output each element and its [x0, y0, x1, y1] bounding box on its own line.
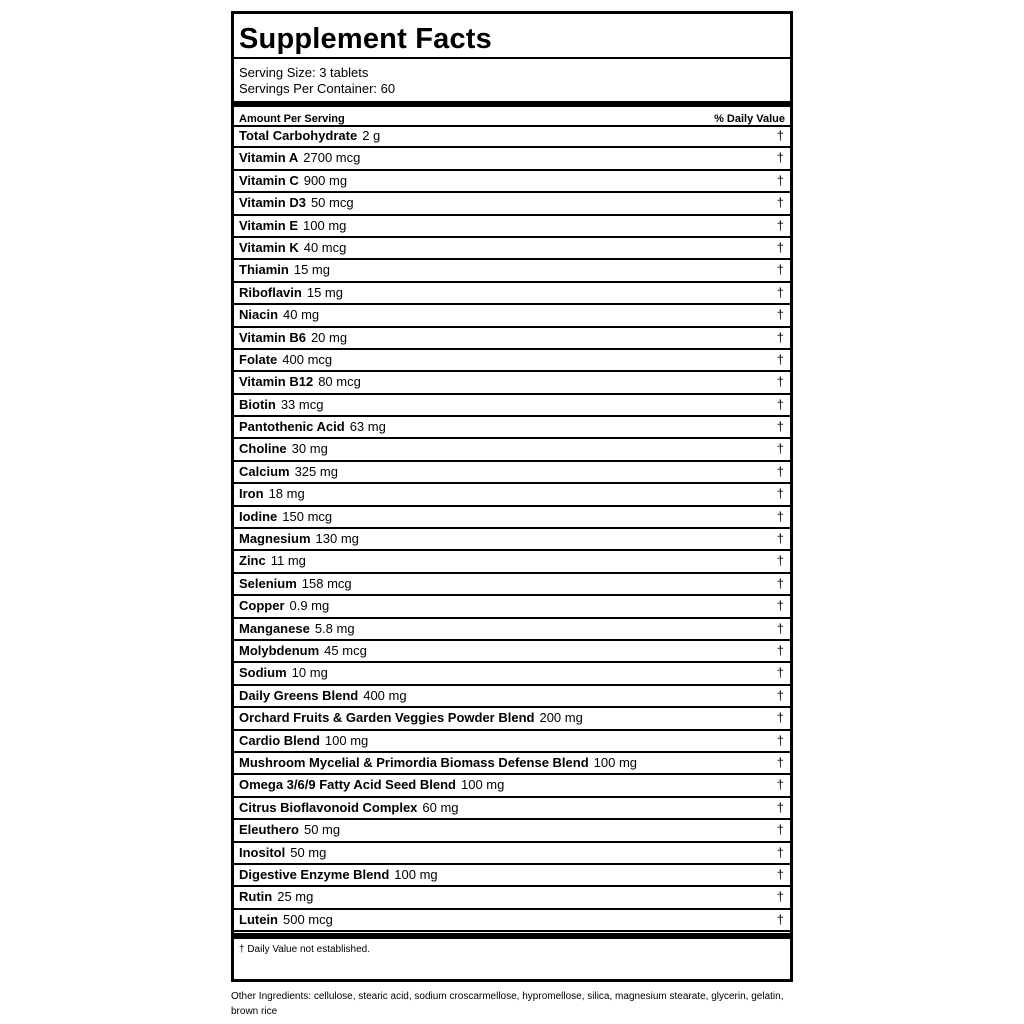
dagger-mark: †: [776, 665, 784, 681]
nutrient-name: Manganese: [239, 620, 310, 636]
serving-size: Serving Size: 3 tablets: [239, 65, 369, 80]
nutrient-amount: 100 mg: [394, 866, 438, 882]
nutrient-row: [234, 283, 790, 305]
nutrient-cell: [239, 484, 305, 504]
nutrient-row: [234, 843, 790, 865]
nutrient-name: Digestive Enzyme Blend: [239, 866, 390, 882]
dagger-mark: †: [776, 128, 784, 143]
nutrient-name: Niacin: [239, 307, 279, 323]
nutrient-amount: 400 mcg: [282, 351, 333, 367]
nutrient-row: [234, 596, 790, 618]
nutrient-name: Daily Greens Blend: [239, 687, 359, 703]
footnote: † Daily Value not established.: [239, 944, 371, 955]
nutrient-amount: 30 mg: [291, 441, 328, 457]
nutrient-name: Riboflavin: [239, 284, 302, 300]
dagger-mark: †: [776, 351, 784, 367]
dagger-mark: †: [776, 284, 784, 300]
dagger-mark: †: [776, 239, 784, 255]
dagger-mark: †: [776, 844, 784, 860]
dagger-mark: †: [776, 195, 784, 211]
nutrient-name: Selenium: [239, 575, 297, 591]
nutrient-amount: 15 mg: [293, 262, 330, 278]
nutrient-cell: [239, 507, 332, 527]
nutrient-cell: [239, 708, 583, 728]
nutrient-row: [234, 395, 790, 417]
nutrient-amount: 11 mg: [270, 553, 306, 569]
nutrient-cell: [239, 753, 637, 773]
nutrient-row: [234, 574, 790, 596]
nutrient-name: Magnesium: [239, 531, 311, 547]
dagger-mark: †: [776, 531, 784, 547]
dagger-mark: †: [776, 687, 784, 703]
dagger-mark: †: [776, 374, 784, 390]
nutrient-row: [234, 663, 790, 685]
nutrient-amount: 50 mg: [303, 822, 341, 838]
nutrient-name: Vitamin K: [239, 239, 299, 255]
nutrient-row: [234, 439, 790, 461]
nutrient-cell: [239, 238, 346, 258]
dagger-mark: †: [776, 642, 784, 658]
nutrient-cell: [239, 865, 438, 885]
nutrient-amount: 150 mcg: [282, 508, 333, 524]
nutrient-cell: [239, 328, 347, 348]
nutrient-amount: 63 mg: [349, 419, 386, 435]
nutrient-cell: [239, 731, 368, 751]
nutrient-cell: [239, 350, 332, 370]
nutrient-amount: 25 mg: [277, 889, 314, 905]
nutrient-name: Total Carbohydrate: [239, 128, 358, 143]
nutrient-row: [234, 551, 790, 573]
nutrient-cell: [239, 283, 343, 303]
nutrient-name: Vitamin B6: [239, 329, 306, 345]
nutrient-row: [234, 507, 790, 529]
nutrient-amount: 100 mg: [460, 777, 505, 793]
nutrient-cell: [239, 843, 326, 863]
dagger-mark: †: [776, 217, 784, 233]
nutrient-cell: [239, 193, 354, 213]
dagger-mark: †: [776, 889, 784, 905]
daily-value-header: % Daily Value: [714, 113, 785, 125]
nutrient-name: Vitamin D3: [239, 195, 306, 211]
nutrient-name: Orchard Fruits & Garden Veggies Powder Blend: [239, 710, 535, 726]
nutrient-name: Zinc: [239, 553, 266, 569]
nutrient-row: [234, 148, 790, 170]
nutrient-name: Molybdenum: [239, 642, 320, 658]
servings-per-container: Servings Per Container: 60: [239, 81, 396, 96]
supplement-facts-panel: [231, 11, 793, 982]
nutrient-name: Cardio Blend: [239, 732, 320, 748]
nutrient-name: Mushroom Mycelial & Primordia Biomass Defense Blend: [239, 754, 589, 770]
nutrient-row: [234, 238, 790, 260]
nutrient-amount: 2 g: [362, 128, 381, 143]
nutrient-name: Vitamin C: [239, 172, 299, 188]
nutrient-row: [234, 686, 790, 708]
dagger-mark: †: [776, 620, 784, 636]
dagger-mark: †: [776, 553, 784, 569]
nutrient-amount: 45 mcg: [324, 642, 367, 658]
nutrient-amount: 10 mg: [291, 665, 328, 681]
thick-divider: [234, 933, 790, 939]
nutrient-amount: 900 mg: [303, 172, 348, 188]
nutrient-name: Copper: [239, 598, 285, 614]
nutrient-amount: 40 mg: [283, 307, 320, 323]
nutrient-name: Iron: [239, 486, 264, 502]
dagger-mark: †: [776, 419, 784, 435]
nutrient-amount: 0.9 mg: [289, 598, 330, 614]
nutrient-cell: [239, 775, 504, 795]
nutrient-amount: 40 mcg: [303, 239, 347, 255]
nutrient-row: [234, 708, 790, 730]
nutrient-cell: [239, 910, 333, 930]
dagger-mark: †: [776, 463, 784, 479]
nutrient-cell: [239, 820, 340, 840]
dagger-mark: †: [776, 822, 784, 838]
nutrient-row: [234, 193, 790, 215]
nutrient-amount: 2700 mcg: [303, 150, 361, 166]
nutrient-cell: [239, 439, 328, 459]
nutrient-row: [234, 641, 790, 663]
nutrient-name: Lutein: [239, 911, 278, 927]
nutrient-row: [234, 417, 790, 439]
dagger-mark: †: [776, 307, 784, 323]
nutrient-cell: [239, 551, 306, 571]
dagger-mark: †: [776, 262, 784, 278]
nutrient-amount: 33 mcg: [280, 396, 324, 412]
other-ingredients: Other Ingredients: cellulose, stearic acid, sodium croscarmellose, hypromellose, silica, magnesium stearate, glycerin, gelatin, brown rice: [231, 991, 784, 1017]
nutrient-amount: 400 mg: [363, 687, 407, 703]
nutrient-amount: 100 mg: [303, 217, 347, 233]
dagger-mark: †: [776, 575, 784, 591]
nutrient-name: Choline: [239, 441, 287, 457]
nutrient-cell: [239, 574, 352, 594]
nutrient-cell: [239, 171, 347, 191]
nutrient-amount: 18 mg: [268, 486, 305, 502]
nutrient-name: Thiamin: [239, 262, 289, 278]
nutrient-amount: 158 mcg: [301, 575, 352, 591]
nutrient-cell: [239, 798, 459, 818]
nutrient-row: [234, 350, 790, 372]
nutrient-cell: [239, 529, 359, 549]
nutrient-row: [234, 328, 790, 350]
nutrient-cell: [239, 372, 361, 392]
divider: [234, 57, 790, 59]
nutrient-row: [234, 305, 790, 327]
nutrient-cell: [239, 216, 346, 236]
nutrient-cell: [239, 663, 328, 683]
dagger-mark: †: [776, 441, 784, 457]
nutrient-list: [234, 126, 790, 932]
dagger-mark: †: [776, 799, 784, 815]
nutrient-row: [234, 731, 790, 753]
nutrient-amount: 100 mg: [324, 732, 369, 748]
nutrient-name: Omega 3/6/9 Fatty Acid Seed Blend: [239, 777, 456, 793]
nutrient-cell: [239, 641, 367, 661]
nutrient-row: [234, 887, 790, 909]
nutrient-name: Eleuthero: [239, 822, 299, 838]
nutrient-name: Sodium: [239, 665, 287, 681]
nutrient-name: Iodine: [239, 508, 278, 524]
nutrient-row: [234, 529, 790, 551]
nutrient-amount: 50 mg: [290, 844, 327, 860]
nutrient-cell: [239, 887, 313, 907]
nutrient-cell: [239, 305, 319, 325]
nutrient-cell: [239, 596, 329, 616]
nutrient-name: Biotin: [239, 396, 276, 412]
nutrient-cell: [239, 395, 323, 415]
amount-per-serving-header: Amount Per Serving: [239, 113, 345, 125]
nutrient-row: [234, 372, 790, 394]
dagger-mark: †: [776, 329, 784, 345]
nutrient-row: [234, 619, 790, 641]
nutrient-name: Rutin: [239, 889, 273, 905]
nutrient-name: Vitamin E: [239, 217, 299, 233]
nutrient-row: [234, 798, 790, 820]
dagger-mark: †: [776, 486, 784, 502]
nutrient-row: [234, 865, 790, 887]
dagger-mark: †: [776, 777, 784, 793]
nutrient-row: [234, 484, 790, 506]
dagger-mark: †: [776, 598, 784, 614]
nutrient-cell: [239, 260, 330, 280]
nutrient-amount: 50 mcg: [310, 195, 354, 211]
nutrient-amount: 325 mg: [294, 463, 338, 479]
nutrient-amount: 200 mg: [539, 710, 583, 726]
nutrient-row: [234, 216, 790, 238]
dagger-mark: †: [776, 710, 784, 726]
dagger-mark: †: [776, 508, 784, 524]
nutrient-name: Pantothenic Acid: [239, 419, 345, 435]
nutrient-cell: [239, 619, 355, 639]
panel-title: Supplement Facts: [239, 23, 492, 55]
nutrient-row: [234, 126, 790, 148]
nutrient-name: Vitamin B12: [239, 374, 314, 390]
nutrient-name: Inositol: [239, 844, 286, 860]
nutrient-amount: 100 mg: [593, 754, 638, 770]
nutrient-row: [234, 171, 790, 193]
dagger-mark: †: [776, 732, 784, 748]
thick-divider: [234, 101, 790, 107]
nutrient-row: [234, 910, 790, 932]
nutrient-amount: 5.8 mg: [314, 620, 355, 636]
nutrient-name: Folate: [239, 351, 278, 367]
nutrient-cell: [239, 462, 338, 482]
nutrient-amount: 500 mcg: [283, 911, 333, 927]
nutrient-amount: 80 mcg: [318, 374, 361, 390]
nutrient-row: [234, 260, 790, 282]
nutrient-row: [234, 820, 790, 842]
nutrient-amount: 130 mg: [315, 531, 359, 547]
nutrient-cell: [239, 148, 360, 168]
nutrient-cell: [239, 417, 386, 437]
nutrient-amount: 60 mg: [422, 799, 459, 815]
nutrient-cell: [239, 686, 407, 706]
nutrient-name: Calcium: [239, 463, 290, 479]
nutrient-amount: 20 mg: [310, 329, 348, 345]
dagger-mark: †: [776, 754, 784, 770]
nutrient-name: Vitamin A: [239, 150, 299, 166]
nutrient-row: [234, 753, 790, 775]
nutrient-row: [234, 462, 790, 484]
dagger-mark: †: [776, 396, 784, 412]
nutrient-cell: [239, 126, 380, 146]
dagger-mark: †: [776, 911, 784, 927]
dagger-mark: †: [776, 172, 784, 188]
nutrient-amount: 15 mg: [306, 284, 343, 300]
dagger-mark: †: [776, 866, 784, 882]
nutrient-name: Citrus Bioflavonoid Complex: [239, 799, 418, 815]
nutrient-row: [234, 775, 790, 797]
dagger-mark: †: [776, 150, 784, 166]
